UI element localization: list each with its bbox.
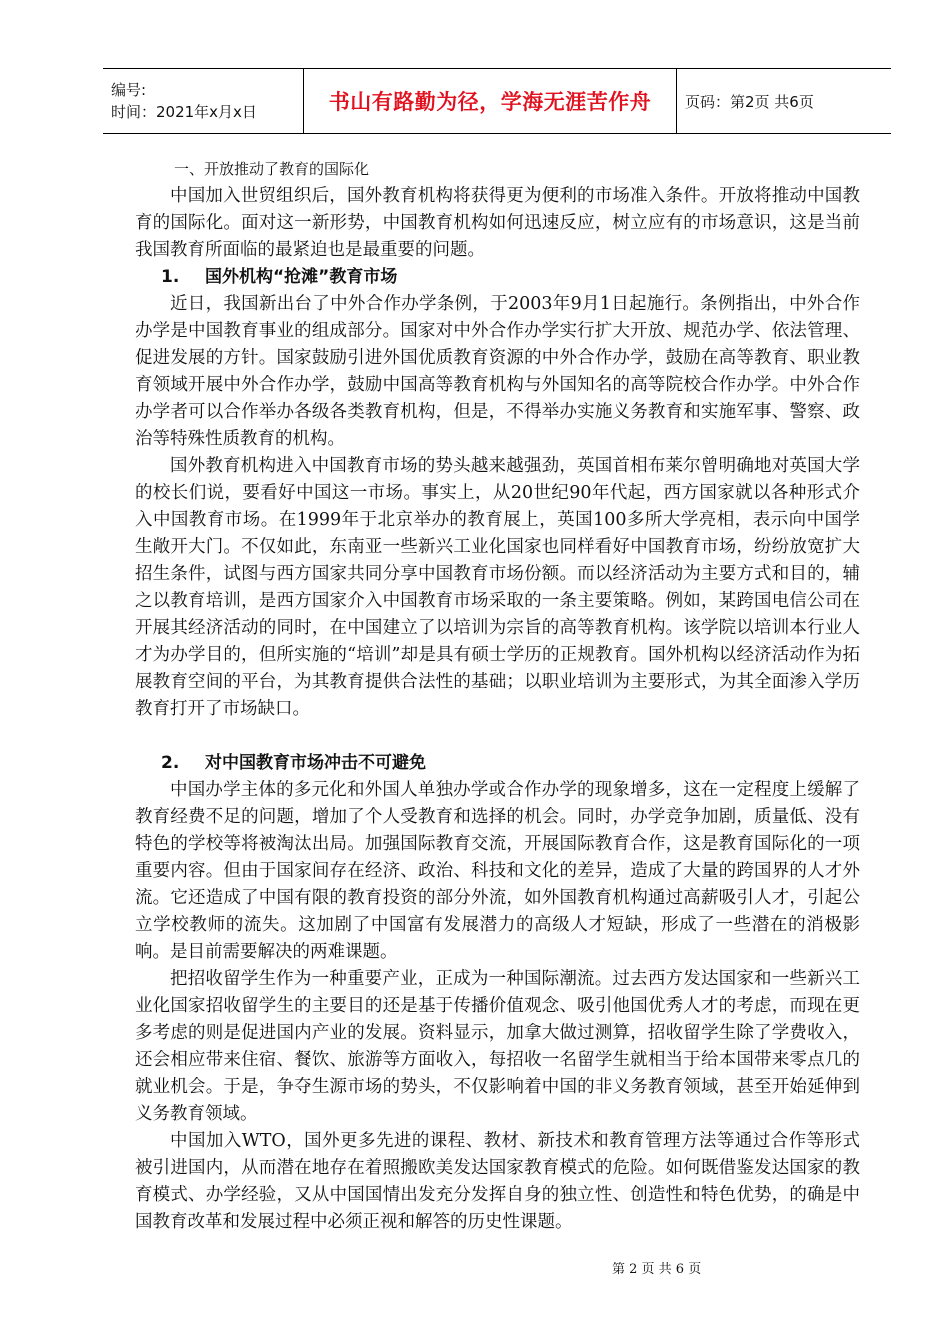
- paragraph-2: 国外教育机构进入中国教育市场的势头越来越强劲，英国首相布莱尔曾明确地对英国大学的校长们说，要看好中国这一市场。事实上，从20世纪90年代起，西方国家就以各种形式介入中国教育市场。在1999年于北京举办的教育展上，英国100多所大学亮相，表示向中国学生敞开大门。不仅如此，东南亚一些新兴工业化国家也同样看好中国教育市场，纷纷放宽扩大招生条件，试图与西方国家共同分享中国教育市场份额。而以经济活动为主要方式和目的，辅之以教育培训，是西方国家介入中国教育市场采取的一条主要策略。例如，某跨国电信公司在开展其经济活动的同时，在中国建立了以培训为宗旨的高等教育机构。该学院以培训本行业人才为办学目的，但所实施的“培训”却是具有硕士学历的正规教育。国外机构以经济活动作为拓展教育空间的平台，为其教育提供合法性的基础；以职业培训为主要形式，为其全面渗入学历教育打开了市场缺口。: [135, 456, 860, 719]
- page-label: 页码：第2页 共6页: [685, 92, 814, 111]
- time-label: 时间：2021年x月x日: [111, 103, 257, 121]
- header-left-cell: [103, 69, 304, 133]
- page-header: [103, 68, 891, 134]
- heading-1-number: 1.: [161, 267, 180, 287]
- footer-page-number: 第 2 页 共 6 页: [612, 1262, 702, 1277]
- paragraph-4: 把招收留学生作为一种重要产业，正成为一种国际潮流。过去西方发达国家和一些新兴工业化国家招收留学生的主要目的还是基于传播价值观念、吸引他国优秀人才的考虑，而现在更多考虑的则是促进国内产业的发展。资料显示，加拿大做过测算，招收留学生除了学费收入，还会相应带来住宿、餐饮、旅游等方面收入，每招收一名留学生就相当于给本国带来零点几的就业机会。于是，争夺生源市场的势头，不仅影响着中国的非义务教育领域，甚至开始延伸到义务教育领域。: [135, 969, 860, 1124]
- heading-2: [135, 750, 860, 777]
- heading-2-number: 2.: [161, 753, 180, 773]
- paragraph-5: 中国加入WTO，国外更多先进的课程、教材、新技术和教育管理方法等通过合作等形式被引进国内，从而潜在地存在着照搬欧美发达国家教育模式的危险。如何既借鉴发达国家的教育模式、办学经验，又从中国国情出发充分发挥自身的独立性、创造性和特色优势，的确是中国教育改革和发展过程中必须正视和解答的历史性课题。: [135, 1131, 860, 1232]
- spacer: [135, 723, 860, 750]
- document-body: [135, 156, 860, 1236]
- header-motto-cell: [304, 69, 677, 133]
- heading-1-text: 国外机构“抢滩”教育市场: [205, 267, 398, 287]
- motto-text: 书山有路勤为径，学海无涯苦作舟: [328, 90, 652, 114]
- heading-2-text: 对中国教育市场冲击不可避免: [205, 753, 426, 773]
- paragraph-3: 中国办学主体的多元化和外国人单独办学或合作办学的现象增多，这在一定程度上缓解了教育经费不足的问题，增加了个人受教育和选择的机会。同时，办学竞争加剧，质量低、没有特色的学校等将被淘汰出局。加强国际教育交流，开展国际教育合作，这是教育国际化的一项重要内容。但由于国家间存在经济、政治、科技和文化的差异，造成了大量的跨国界的人才外流。它还造成了中国有限的教育投资的部分外流，如外国教育机构通过高薪吸引人才，引起公立学校教师的流失。这加剧了中国富有发展潜力的高级人才短缺，形成了一些潜在的消极影响。是目前需要解决的两难课题。: [135, 780, 860, 962]
- header-right-cell: [677, 69, 891, 133]
- heading-1: [135, 264, 860, 291]
- number-label: 编号:: [111, 81, 147, 99]
- intro-paragraph: 中国加入世贸组织后，国外教育机构将获得更为便利的市场准入条件。开放将推动中国教育的国际化。面对这一新形势，中国教育机构如何迅速反应，树立应有的市场意识，这是当前我国教育所面临的最紧迫也是最重要的问题。: [135, 186, 860, 260]
- paragraph-1: 近日，我国新出台了中外合作办学条例，于2003年9月1日起施行。条例指出，中外合作办学是中国教育事业的组成部分。国家对中外合作办学实行扩大开放、规范办学、依法管理、促进发展的方针。国家鼓励引进外国优质教育资源的中外合作办学，鼓励在高等教育、职业教育领域开展中外合作办学，鼓励中国高等教育机构与外国知名的高等院校合作办学。中外合作办学者可以合作举办各级各类教育机构，但是，不得举办实施义务教育和实施军事、警察、政治等特殊性质教育的机构。: [135, 294, 860, 449]
- section-title: 一、开放推动了教育的国际化: [174, 160, 370, 178]
